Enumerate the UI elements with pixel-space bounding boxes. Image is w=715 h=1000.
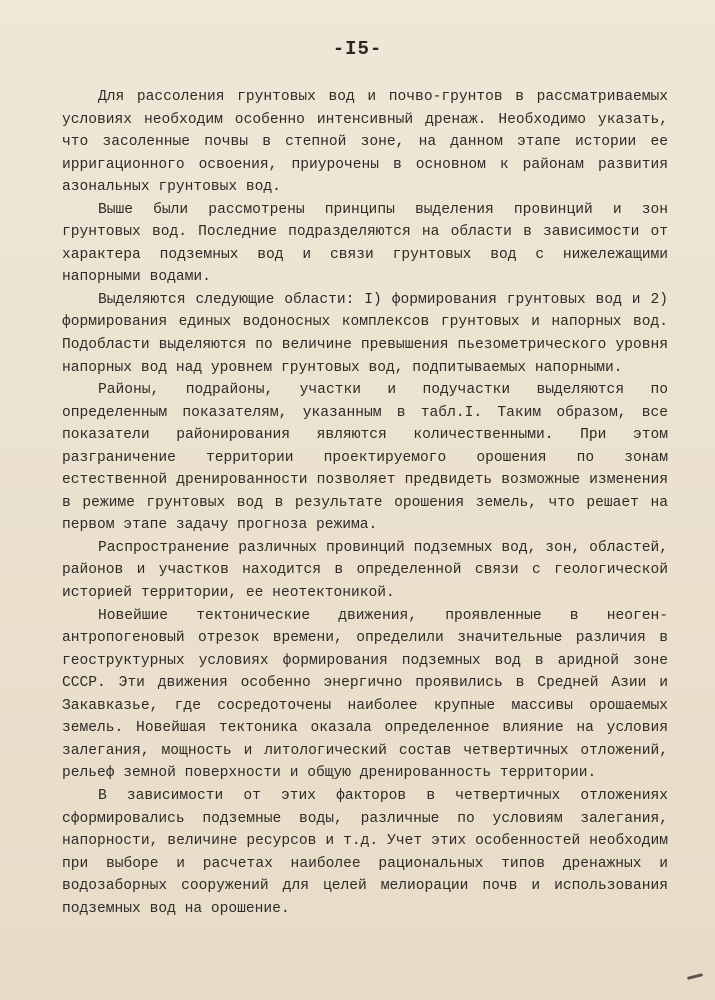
paragraph-1: Для рассоления грунтовых вод и почво-грунтов в рассматриваемых условиях необходим особенно интенсивный дренаж. Необходимо указать, что засоленные почвы в степной зоне, на данном этапе истории ее ирригационного освоения, приурочены в основном к районам развития азональных грунтовых вод. [62,89,668,196]
paragraph-7: В зависимости от этих факторов в четвертичных отложениях сформировались подземные воды, различные по условиям залегания, напорности, величине ресурсов и т.д. Учет этих особенностей необходим при выборе и расчетах наиболее рациональных типов дренажных и водозаборных сооружений для целей мелиорации почв и использования подземных вод на орошение. [62,787,668,917]
paragraph-3: Выделяются следующие области: I) формирования грунтовых вод и 2) формирования единых водоносных комплексов грунтовых и напорных вод. Подобласти выделяются по величине превышения пьезометрического уровня напорных вод над уровнем грунтовых вод, подпитываемых напорными. [62,291,668,376]
paragraph-5: Распространение различных провинций подземных вод, зон, областей, районов и участков находится в определенной связи с геологической историей территории, ее неотектоникой. [62,539,668,602]
body-text [62,86,668,920]
page-number: -I5- [332,38,383,60]
paragraph-2: Выше были рассмотрены принципы выделения провинций и зон грунтовых вод. Последние подразделяются на области в зависимости от характера подземных вод и связи грунтовых вод с нижележащими напорными водами. [62,201,668,286]
ink-mark [687,973,703,980]
paragraph-4: Районы, подрайоны, участки и подучастки выделяются по определенным показателям, указанным в табл.I. Таким образом, все показатели районирования являются количественными. При этом разграничение территории проектируемого орошения по зонам естественной дренированности позволяет предвидеть возможные изменения в режиме грунтовых вод в результате орошения земель, что решает на первом этапе задачу прогноза режима. [62,382,668,534]
paragraph-6: Новейшие тектонические движения, проявленные в неоген-антропогеновый отрезок времени, определили значительные различия в геоструктурных условиях формирования подземных вод в аридной зоне СССР. Эти движения особенно энергично проявились в Средней Азии и Закавказье, где сосредоточены наиболее крупные массивы орошаемых земель. Новейшая тектоника оказала определенное влияние на условия залегания, мощность и литологический состав четвертичных отложений, рельеф земной поверхности и общую дренированность территории. [62,607,668,782]
